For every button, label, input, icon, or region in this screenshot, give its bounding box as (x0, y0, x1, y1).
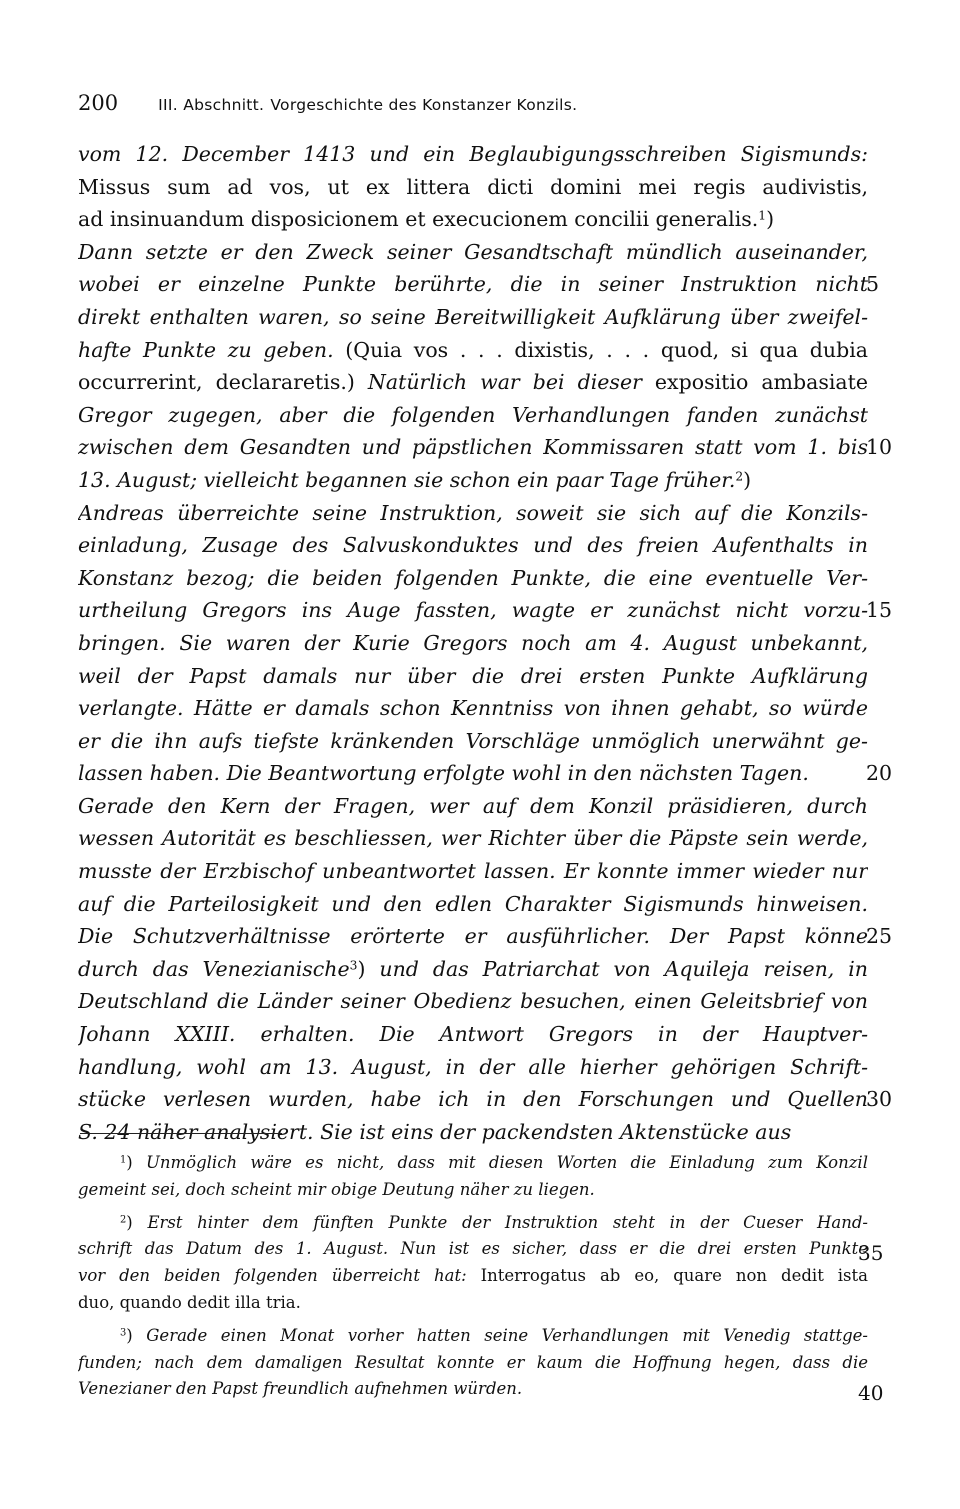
text-segment: Venezianer den Papst freundlich aufnehmen würden. (78, 1379, 523, 1399)
page-number: 200 (78, 91, 119, 115)
text-segment: expositio ambasiate (654, 370, 868, 395)
text-line (78, 953, 868, 986)
text-line (78, 1083, 868, 1116)
text-segment: (Quia vos . . . dixistis, . . . quod, si qua dubia (345, 337, 868, 362)
margin-line-number: 25 (866, 924, 893, 949)
text-segment: auf die Parteilosigkeit und den edlen Charakter Sigismunds hinweisen. (78, 891, 868, 916)
text-segment: verlangte. Hätte er damals schon Kenntniss von ihnen gehabt, so würde (78, 696, 868, 721)
text-line (78, 268, 868, 301)
running-head (78, 88, 868, 118)
text-line (78, 660, 868, 693)
running-title: Vorgeschichte des Konstanzer Konzils. (270, 96, 578, 114)
text-line (78, 431, 868, 464)
text-line (78, 888, 868, 921)
text-line (78, 594, 868, 627)
text-segment: durch das Venezianische (78, 956, 350, 981)
text-line (78, 366, 868, 399)
text-line (78, 757, 868, 790)
footnote-line (78, 1376, 868, 1403)
footnote-line (78, 1323, 868, 1350)
text-segment: gemeint sei, doch scheint mir obige Deutung näher zu liegen. (78, 1179, 595, 1199)
margin-line-number: 5 (866, 272, 880, 297)
footnote-line (78, 1263, 868, 1290)
text-segment: schrift das Datum des 1. August. Nun ist es sicher, dass er die drei ersten Punkte (78, 1239, 868, 1259)
text-line (78, 497, 868, 530)
text-segment: occurrerint, declararetis.) (78, 370, 368, 395)
text-segment: weil der Papst damals nur über die drei ersten Punkte Aufklärung (78, 663, 868, 688)
text-line (78, 203, 868, 236)
text-segment: ) (357, 956, 380, 981)
footnote-line (78, 1236, 868, 1263)
text-segment: urtheilung Gregors ins Auge fassten, wagte er zunächst nicht vorzu- (78, 598, 868, 623)
text-segment: vor den beiden folgenden überreicht hat: (78, 1266, 481, 1286)
text-segment: 13. August; vielleicht begannen sie schon ein paar Tage früher. (78, 467, 736, 492)
text-line (78, 725, 868, 758)
text-line (78, 855, 868, 888)
footnote-marker: 2 (120, 1214, 127, 1226)
text-segment: Deutschland die Länder seiner Obedienz besuchen, einen Geleitsbrief von (78, 989, 868, 1014)
footnote-marker: 2 (735, 469, 744, 484)
text-segment: ad insinuandum disposicionem et execucionem concilii generalis. (78, 207, 759, 232)
text-segment: Gerade den Kern der Fragen, wer auf dem Konzil präsidieren, durch (78, 793, 868, 818)
text-segment: Dann setzte er den Zweck seiner Gesandtschaft mündlich auseinander, (78, 239, 868, 264)
text-line (78, 236, 868, 269)
text-segment: wessen Autorität es beschliessen, wer Richter über die Päpste sein werde, (78, 826, 868, 851)
text-segment: ) (766, 207, 775, 232)
text-segment: Andreas überreichte seine Instruktion, soweit sie sich auf die Konzils- (78, 500, 868, 525)
text-line (78, 627, 868, 660)
footnote-marker: 3 (349, 958, 358, 973)
footnote-marker: 1 (120, 1154, 127, 1166)
text-segment: ) (126, 1212, 148, 1232)
footnote-rule (80, 1133, 282, 1134)
text-segment: lassen haben. Die Beantwortung erfolgte wohl in den nächsten Tagen. (78, 761, 809, 786)
text-segment: hafte Punkte zu geben. (78, 337, 346, 362)
text-line (78, 920, 868, 953)
text-segment: Gerade einen Monat vorher hatten seine Verhandlungen mit Venedig stattge- (146, 1325, 868, 1345)
text-segment: Gregor zugegen, aber die folgenden Verhandlungen fanden zunächst (78, 402, 868, 427)
body-text (78, 138, 868, 1148)
text-line (78, 1051, 868, 1084)
text-segment: Natürlich war bei dieser (367, 370, 655, 395)
text-segment: handlung, wohl am 13. August, in der alle hierher gehörigen Schrift- (78, 1054, 868, 1079)
margin-line-number: 30 (866, 1087, 893, 1112)
text-segment: S. 24 näher analysiert. Sie ist eins der packendsten Aktenstücke aus (78, 1119, 792, 1144)
text-segment: ) (126, 1325, 147, 1345)
text-segment: Unmöglich wäre es nicht, dass mit diesen Worten die Einladung zum Konzil (145, 1153, 868, 1172)
text-segment: er die ihn aufs tiefste kränkenden Vorschläge unmöglich unerwähnt ge- (78, 728, 868, 753)
text-segment: Die Schutzverhältnisse erörterte er ausführlicher. Der Papst könne (78, 924, 868, 949)
margin-line-number: 10 (866, 435, 893, 460)
text-line (78, 399, 868, 432)
text-segment: stücke verlesen wurden, habe ich in den Forschungen und Quellen (78, 1087, 868, 1112)
text-line (78, 171, 868, 204)
footnote-line (78, 1350, 868, 1377)
text-segment: Erst hinter dem fünften Punkte der Instruktion steht in der Cueser Hand- (147, 1212, 868, 1232)
text-segment: ) (126, 1153, 146, 1172)
text-segment: wobei er einzelne Punkte berührte, die in seiner Instruktion nicht (78, 272, 868, 297)
text-segment: einladung, Zusage des Salvuskonduktes und des freien Aufenthalts in (78, 533, 868, 558)
text-line (78, 985, 868, 1018)
section-label: III. Abschnitt. (158, 96, 265, 114)
text-segment: duo, quando dedit illa tria. (78, 1292, 301, 1312)
margin-line-number: 35 (858, 1241, 884, 1266)
text-line (78, 301, 868, 334)
text-segment: direkt enthalten waren, so seine Bereitwilligkeit Aufklärung über zweifel- (78, 304, 868, 329)
text-line (78, 464, 868, 497)
footnote-line (78, 1290, 868, 1317)
footnote-marker: 1 (758, 208, 767, 223)
text-segment: bringen. Sie waren der Kurie Gregors noch am 4. August unbekannt, (78, 630, 868, 655)
text-segment: ) (743, 467, 752, 492)
text-segment: Konstanz bezog; die beiden folgenden Punkte, die eine eventuelle Ver- (78, 565, 868, 590)
text-segment: musste der Erzbischof unbeantwortet lassen. Er konnte immer wieder nur (78, 859, 868, 884)
margin-line-number: 15 (866, 598, 893, 623)
footnote-line (78, 1210, 868, 1237)
text-line (78, 822, 868, 855)
footnote-marker: 3 (120, 1327, 127, 1339)
text-line (78, 334, 868, 367)
footnote-line (78, 1177, 868, 1204)
text-segment: Interrogatus ab eo, quare non dedit ista (480, 1266, 868, 1286)
text-line (78, 138, 868, 171)
text-line (78, 692, 868, 725)
text-segment: Johann XXIII. erhalten. Die Antwort Gregors in der Hauptver- (78, 1022, 868, 1047)
footnotes (78, 1150, 868, 1403)
margin-line-number: 40 (858, 1381, 884, 1406)
text-segment: zwischen dem Gesandten und päpstlichen Kommissaren statt vom 1. bis (78, 435, 868, 460)
text-segment: Missus sum ad vos, ut ex littera dicti domini mei regis audivistis, (78, 174, 868, 199)
text-segment: vom 12. December 1413 und ein Beglaubigungsschreiben Sigismunds: (78, 142, 868, 166)
text-line (78, 790, 868, 823)
text-line (78, 1018, 868, 1051)
text-line (78, 529, 868, 562)
margin-line-number: 20 (866, 761, 893, 786)
text-segment: und das Patriarchat von Aquileja reisen, in (379, 956, 868, 981)
text-line (78, 562, 868, 595)
footnote-line (78, 1150, 868, 1177)
text-segment: funden; nach dem damaligen Resultat konnte er kaum die Hoffnung hegen, dass die (78, 1352, 868, 1372)
